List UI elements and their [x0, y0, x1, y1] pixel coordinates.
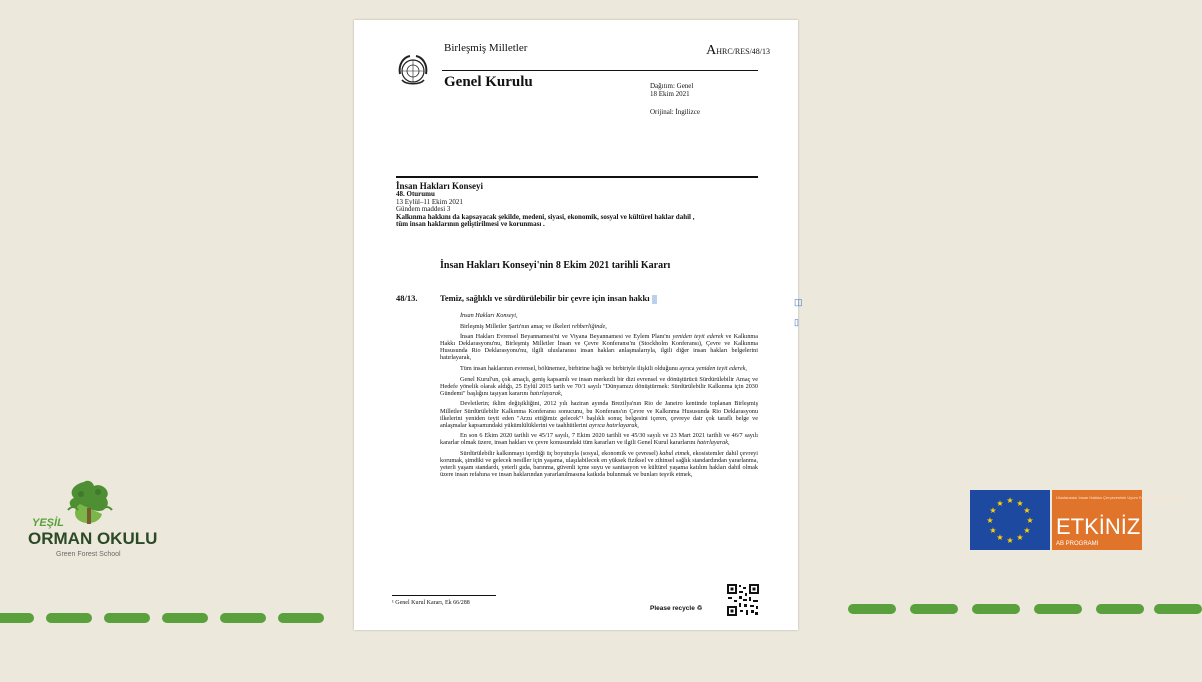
resolution-name[interactable] [440, 293, 657, 304]
logo-left-line3: Green Forest School [56, 551, 121, 558]
paragraph: Genel Kurul'un, çok amaçlı, geniş kapsamlı ve insan merkezli bir dizi evrensel ve dönüştürücü Sürdürülebilir Amaç ve Hedefe yönelik olarak aldığı, 25 Eylül 2015 tarih ve 70/1 sayılı "Dünyamızı dönüştürmek: Sürdürülebilir Kalkınma için 2030 Gündemi" başlığını taşıyan kararını hatırlayarak, [440, 375, 758, 397]
symbol-letter: A [706, 43, 717, 58]
recycle-icon: ♲ [696, 605, 703, 612]
resolution-name-text: Temiz, sağlıklı ve sürdürülebilir bir çevre için insan hakkı [440, 293, 650, 303]
text-cursor [652, 295, 657, 304]
logo-left-line1: YEŞİL [32, 517, 64, 529]
logo-left-line2: ORMAN OKULU [28, 529, 158, 548]
resolution-number: 48/13. [396, 293, 418, 303]
decorative-dash-bar-left [0, 613, 348, 623]
svg-text:★: ★ [996, 499, 1004, 508]
distribution-info [650, 82, 770, 98]
document-date: 18 Ekim 2021 [650, 90, 690, 98]
header-rule [442, 70, 758, 71]
paragraph: İnsan Hakları Evrensel Beyannamesi'ni ve Viyana Beyannamesi ve Eylem Planı'nı yeniden teyit ederek ve Kalkınma Hakkı Deklarasyonu'nu, Birleşmiş Milletler İnsan ve Çevre Konferansı'nı (Stockholm Konferansı), Çevre ve Kalkınma Hususunda Rio Deklarasyonu'nu, ilgili uluslararası insan hakları anlaşmalarıyla, ilgili diğer insan hakları belgelerini hatırlayarak, [440, 333, 758, 362]
session-dates: 13 Eylül–11 Ekim 2021 [396, 197, 463, 206]
agenda-title: Kalkınma hakkını da kapsayacak şekilde, medeni, siyasi, ekonomik, sosyal ve kültürel haklar dahil , tüm insan haklarının geliştirilmesi ve korunması . [396, 212, 695, 229]
logo-right-small-text: Uluslararası İnsan Hakları Çerçevesinin Uyum Sağlaması İçin Destekleme [1056, 495, 1188, 500]
paragraph: Devletlerin; iklim değişikliğini, 2012 yılı haziran ayında Brezilya'nın Rio de Janeiro kentinde toplanan Birleşmiş Milletler Sürdürülebilir Kalkınma Konferansı sonucunu, bu Konferans'ın Çevre ve Kalkınma Hususunda Rio Deklarasyonu ilkelerini yeniden teyit eden "Arzu ettiğimiz gelecek"¹ başlıklı sonuç belgesini içeren, çevreye dair çok taraflı belge ve anlaşmalar kapsamındaki yükümlülüklerini ve taahhütlerini ayrıca hatırlayarak, [440, 400, 758, 429]
session-name: 48. Oturumu [396, 190, 435, 198]
side-toolbar-marks[interactable] [794, 292, 803, 332]
logo-right-title: ETKİNİZ [1056, 514, 1141, 539]
document-symbol [706, 43, 770, 59]
logo-right-subtitle: AB PROGRAMI [1056, 541, 1099, 547]
qr-code-icon [726, 583, 760, 617]
footnote: ¹ Genel Kurul Kararı, Ek 66/288 [392, 600, 470, 606]
resolution-body [440, 312, 758, 482]
council-name: İnsan Hakları Konseyi [396, 181, 484, 191]
svg-text:★: ★ [989, 506, 997, 515]
svg-text:★: ★ [1016, 499, 1024, 508]
comment-icon[interactable]: ◫ [794, 297, 803, 307]
svg-text:★: ★ [1016, 533, 1024, 542]
un-emblem-icon [396, 54, 430, 88]
paragraph: Sürdürülebilir kalkınmayı içerdiği üç boyutuyla (sosyal, ekonomik ve çevresel) kabul etmek, ekosistemler dahil çevreyi korumak, şimdiki ve gelecek nesiller için yaşama, ulaşılabilecek en yüksek fiziksel ve zihinsel sağlık standardından yararlanma, yeterli yaşam standardı, yeterli gıda, barınma, güvenli içme suyu ve sanitasyon ve kültürel yaşama katılım hakları dahil olmak üzere insan refahına ve insan haklarından yararlanılmasına katkıda bulunmak ve bunları teşvik etmek, [440, 450, 758, 479]
paragraph: Tüm insan haklarının evrensel, bölünemez, birbirine bağlı ve birbiriyle ilişkili olduğunu ayrıca yeniden teyit ederek, [460, 365, 747, 373]
agenda-item: Gündem maddesi 3 [396, 205, 451, 214]
footnote-rule [392, 595, 496, 596]
assembly-name: Genel Kurulu [444, 74, 533, 90]
paragraph: İnsan Hakları Konseyi, [460, 312, 518, 319]
svg-text:★: ★ [986, 516, 994, 525]
distribution: Dağıtım: Genel [650, 82, 694, 90]
original-language: Orijinal: İngilizce [650, 108, 700, 116]
symbol-code: HRC/RES/48/13 [716, 47, 770, 56]
recycle-note [650, 604, 702, 612]
svg-text:★: ★ [989, 526, 997, 535]
decorative-dash-bar-right [848, 604, 1178, 614]
paragraph: Birleşmiş Milletler Şartı'nın amaç ve ilkeleri rehberliğinde, [460, 322, 607, 330]
svg-text:★: ★ [1006, 536, 1014, 545]
paragraph: En son 6 Ekim 2020 tarihli ve 45/17 sayılı, 7 Ekim 2020 tarihli ve 45/30 sayılı ve 23 Mart 2021 tarihli ve 46/7 sayılı kararlar olmak üzere, insan hakları ve çevre konusundaki tüm kararları ve ilgili Genel Kurul kararlarını hatırlayarak, [440, 432, 758, 447]
svg-text:★: ★ [1006, 496, 1014, 505]
svg-text:★: ★ [1026, 516, 1034, 525]
org-name: Birleşmiş Milletler [444, 42, 528, 54]
svg-text:★: ★ [996, 533, 1004, 542]
recycle-text: Please recycle [650, 605, 695, 612]
section-rule [396, 176, 758, 178]
svg-text:★: ★ [1023, 526, 1031, 535]
svg-text:★: ★ [1023, 506, 1031, 515]
agenda-block [396, 181, 696, 229]
etkiniz-eu-logo [970, 490, 1188, 550]
resolution-heading: İnsan Hakları Konseyi'nin 8 Ekim 2021 tarihli Kararı [440, 260, 671, 271]
green-forest-school-logo [24, 478, 164, 562]
bookmark-icon[interactable]: ▯ [794, 317, 799, 327]
document-page [354, 20, 798, 630]
